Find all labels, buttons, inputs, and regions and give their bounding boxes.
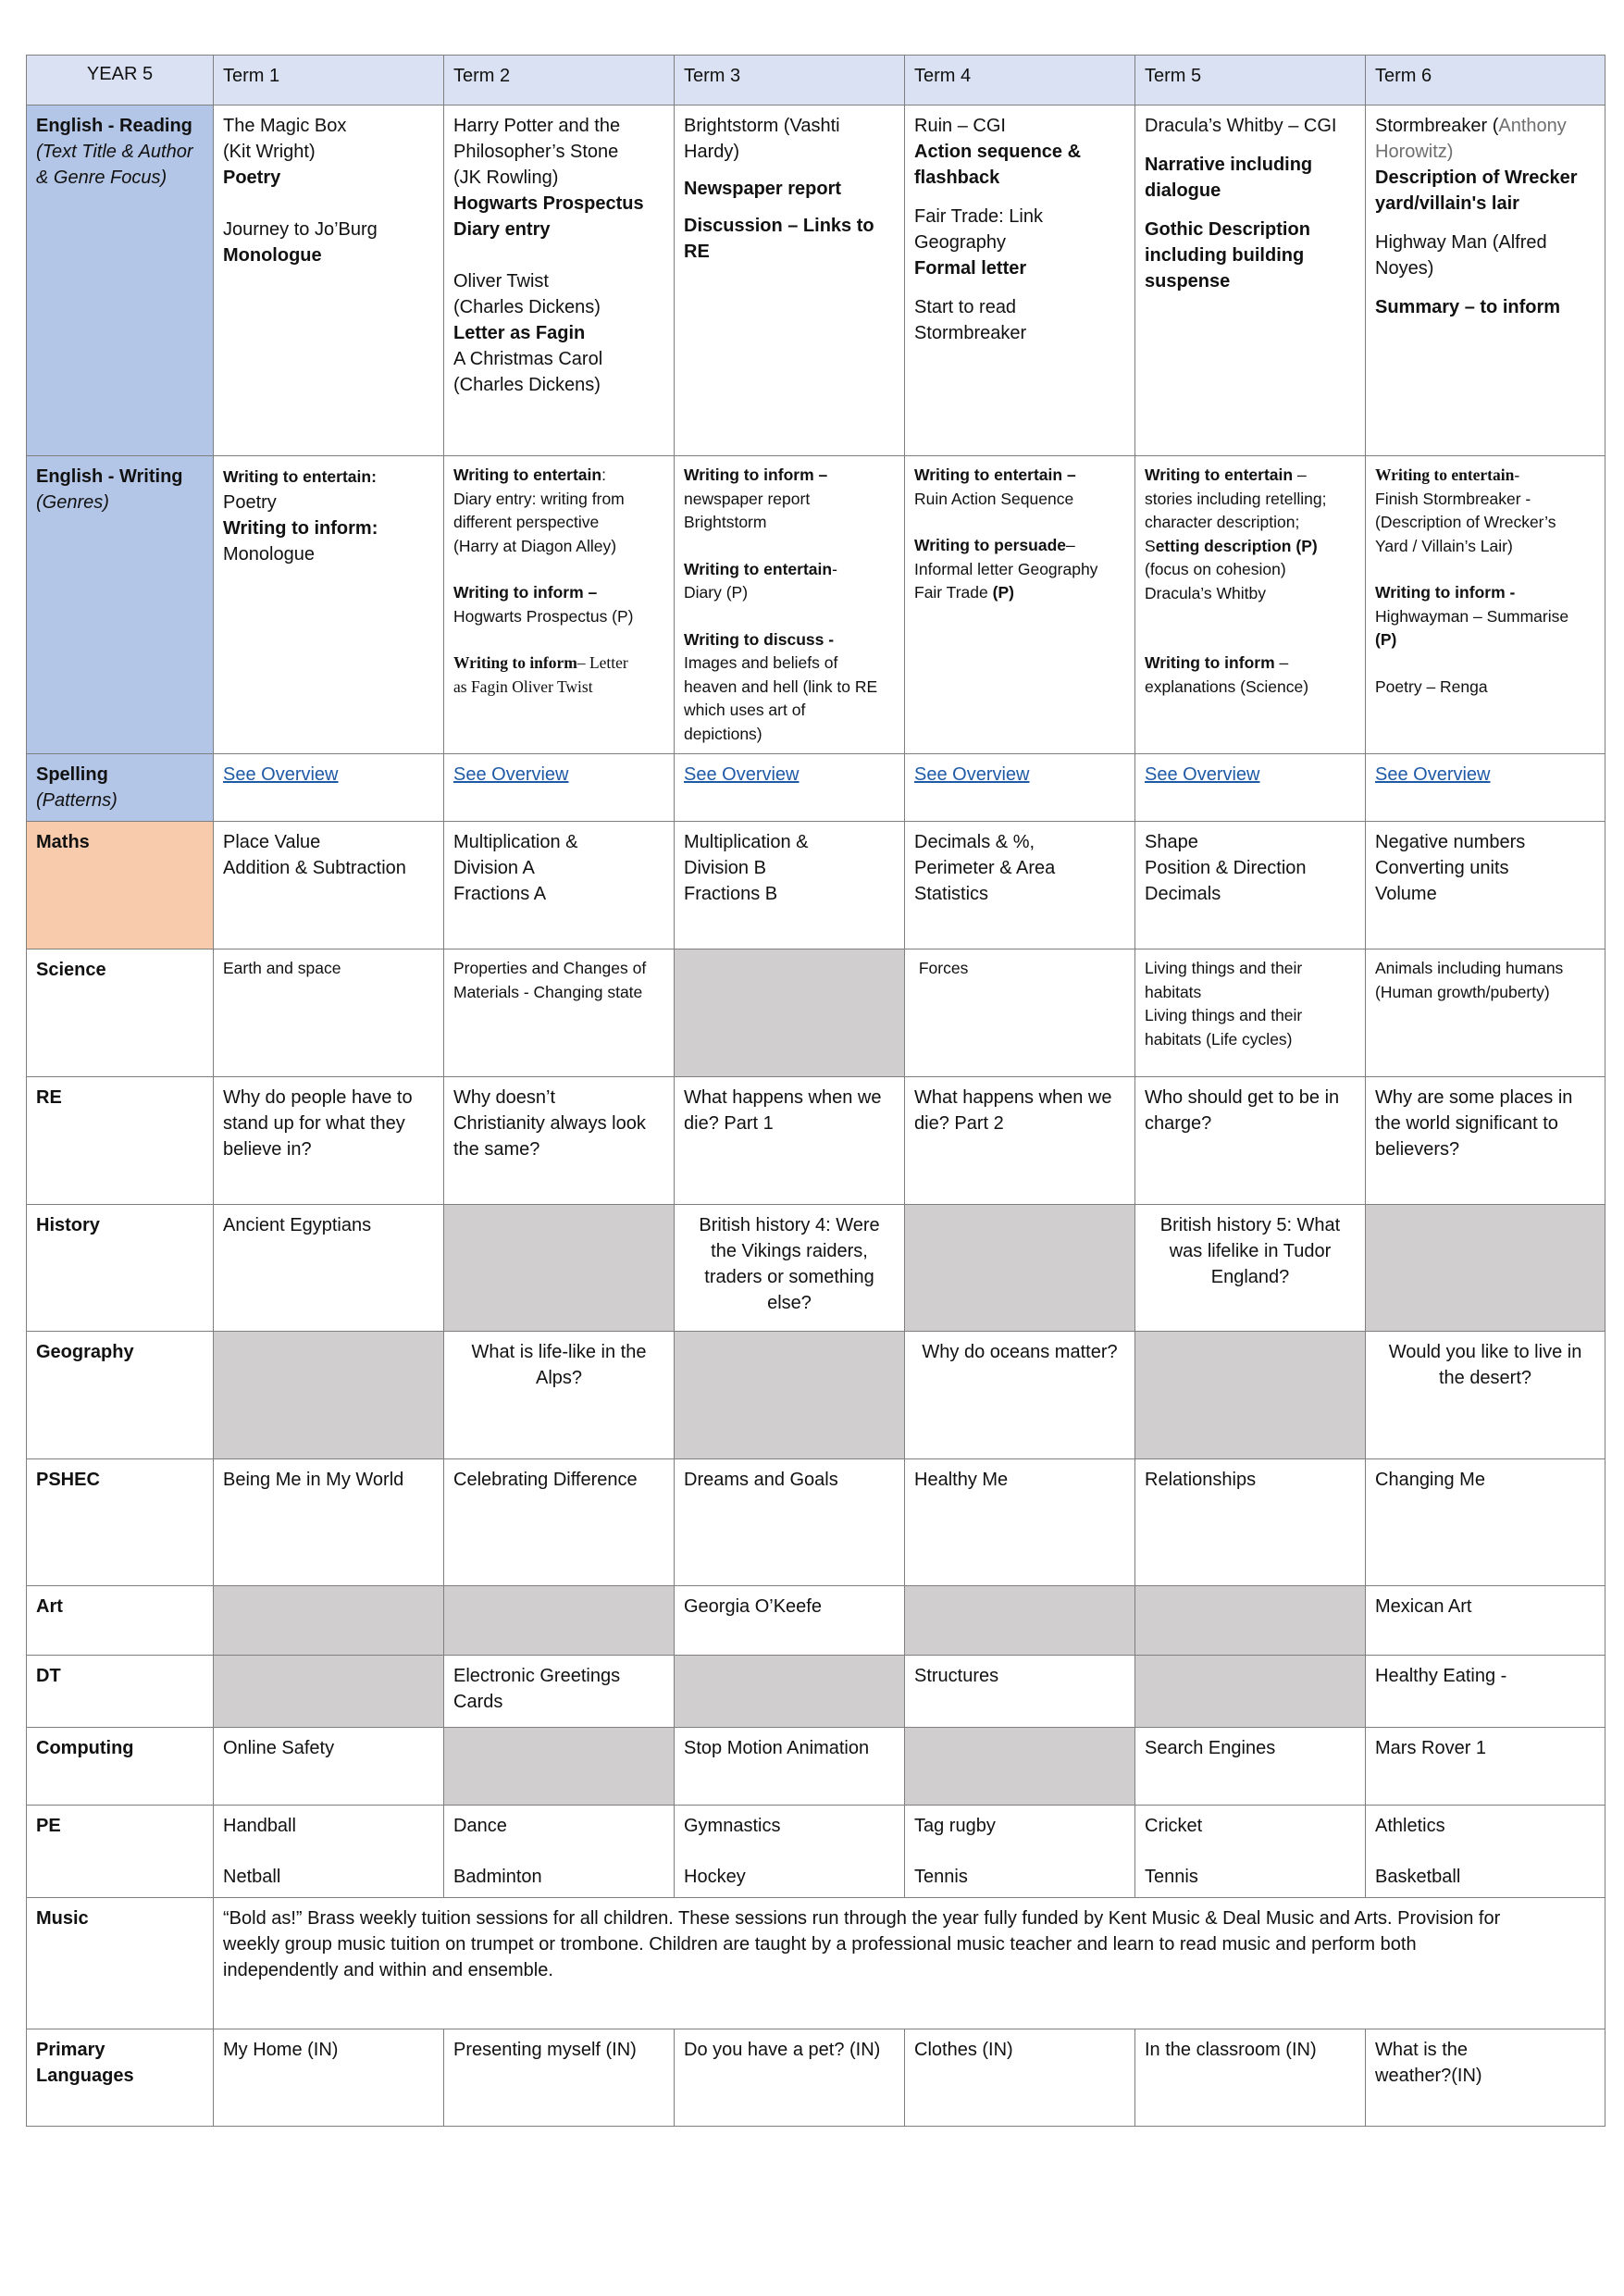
music-description: “Bold as!” Brass weekly tuition sessions for all children. These sessions run through the year fully funded by Kent Music & Deal Music and Arts. Provision for weekly group music tuition on trumpet or trombone. Children are taught by a professional music teacher and learn to read music and perform both independently and within and ensemble. [214, 1898, 1605, 2029]
computing-term-6: Mars Rover 1 [1366, 1728, 1605, 1806]
pshec-term-5: Relationships [1135, 1459, 1366, 1586]
english-reading-label: English - Reading (Text Title & Author & Genre Focus) [27, 105, 214, 456]
dt-term-5-empty [1135, 1656, 1366, 1728]
geography-term-2: What is life-like in the Alps? [444, 1332, 675, 1459]
science-term-2: Properties and Changes of Materials - Changing state [444, 949, 675, 1077]
languages-term-2: Presenting myself (IN) [444, 2029, 675, 2127]
pe-term-1: Handball Netball [214, 1806, 444, 1898]
maths-term-2: Multiplication & Division A Fractions A [444, 822, 675, 949]
writing-term-5: Writing to entertain – stories including retelling; character description; Setting description (P) (focus on cohesion) Dracula’s Whitby Writing to inform – explanations (Science) [1135, 456, 1366, 754]
maths-term-5: Shape Position & Direction Decimals [1135, 822, 1366, 949]
primary-languages-label: Primary Languages [27, 2029, 214, 2127]
writing-term-2: Writing to entertain: Diary entry: writing from different perspective (Harry at Diagon Alley) Writing to inform – Hogwarts Prospectus (P) Writing to inform– Letter as Fagin Oliver Twist [444, 456, 675, 754]
term-2-header: Term 2 [444, 56, 675, 105]
pshec-term-2: Celebrating Difference [444, 1459, 675, 1586]
computing-term-4-empty [905, 1728, 1135, 1806]
re-term-6: Why are some places in the world significant to believers? [1366, 1077, 1605, 1205]
music-label: Music [27, 1898, 214, 2029]
computing-row [27, 1728, 1605, 1806]
spelling-row [27, 754, 1605, 822]
re-term-4: What happens when we die? Part 2 [905, 1077, 1135, 1205]
languages-term-1: My Home (IN) [214, 2029, 444, 2127]
languages-term-6: What is the weather?(IN) [1366, 2029, 1605, 2127]
science-term-4: Forces [905, 949, 1135, 1077]
spelling-term-3 [675, 754, 905, 822]
pshec-term-1: Being Me in My World [214, 1459, 444, 1586]
science-term-1: Earth and space [214, 949, 444, 1077]
history-term-5: British history 5: What was lifelike in Tudor England? [1135, 1205, 1366, 1332]
spelling-term-4 [905, 754, 1135, 822]
history-term-1: Ancient Egyptians [214, 1205, 444, 1332]
art-row [27, 1586, 1605, 1656]
computing-term-1: Online Safety [214, 1728, 444, 1806]
see-overview-link[interactable]: See Overview [1375, 764, 1491, 785]
reading-term-3: Brightstorm (Vashti Hardy) Newspaper report Discussion – Links to RE [675, 105, 905, 456]
science-term-3-empty [675, 949, 905, 1077]
dt-term-3-empty [675, 1656, 905, 1728]
geography-row [27, 1332, 1605, 1459]
art-term-6: Mexican Art [1366, 1586, 1605, 1656]
spelling-term-5 [1135, 754, 1366, 822]
history-term-3: British history 4: Were the Vikings raiders, traders or something else? [675, 1205, 905, 1332]
writing-term-1: Writing to entertain: Poetry Writing to inform: Monologue [214, 456, 444, 754]
languages-term-5: In the classroom (IN) [1135, 2029, 1366, 2127]
pe-term-6: Athletics Basketball [1366, 1806, 1605, 1898]
spelling-term-2 [444, 754, 675, 822]
dt-term-1-empty [214, 1656, 444, 1728]
pe-term-3: Gymnastics Hockey [675, 1806, 905, 1898]
history-row [27, 1205, 1605, 1332]
re-term-2: Why doesn’t Christianity always look the same? [444, 1077, 675, 1205]
pshec-term-3: Dreams and Goals [675, 1459, 905, 1586]
history-term-4-empty [905, 1205, 1135, 1332]
languages-term-4: Clothes (IN) [905, 2029, 1135, 2127]
reading-term-5: Dracula’s Whitby – CGI Narrative including dialogue Gothic Description including building suspense [1135, 105, 1366, 456]
reading-term-2: Harry Potter and the Philosopher’s Stone (JK Rowling) Hogwarts Prospectus Diary entry Oliver Twist (Charles Dickens) Letter as Fagin A Christmas Carol (Charles Dickens) [444, 105, 675, 456]
see-overview-link[interactable]: See Overview [223, 764, 339, 785]
pshec-term-6: Changing Me [1366, 1459, 1605, 1586]
geography-term-3-empty [675, 1332, 905, 1459]
computing-term-2-empty [444, 1728, 675, 1806]
art-term-2-empty [444, 1586, 675, 1656]
art-term-5-empty [1135, 1586, 1366, 1656]
maths-row [27, 822, 1605, 949]
re-label: RE [27, 1077, 214, 1205]
pe-term-4: Tag rugby Tennis [905, 1806, 1135, 1898]
see-overview-link[interactable]: See Overview [453, 764, 569, 785]
re-term-3: What happens when we die? Part 1 [675, 1077, 905, 1205]
english-writing-label: English - Writing (Genres) [27, 456, 214, 754]
dt-label: DT [27, 1656, 214, 1728]
geography-term-1-empty [214, 1332, 444, 1459]
maths-term-4: Decimals & %, Perimeter & Area Statistics [905, 822, 1135, 949]
maths-label: Maths [27, 822, 214, 949]
term-4-header: Term 4 [905, 56, 1135, 105]
spelling-term-6 [1366, 754, 1605, 822]
re-row [27, 1077, 1605, 1205]
pshec-row [27, 1459, 1605, 1586]
art-label: Art [27, 1586, 214, 1656]
art-term-3: Georgia O’Keefe [675, 1586, 905, 1656]
dt-row [27, 1656, 1605, 1728]
science-label: Science [27, 949, 214, 1077]
geography-term-4: Why do oceans matter? [905, 1332, 1135, 1459]
history-term-2-empty [444, 1205, 675, 1332]
dt-term-4: Structures [905, 1656, 1135, 1728]
year5-curriculum-table [26, 55, 1605, 2127]
computing-term-3: Stop Motion Animation [675, 1728, 905, 1806]
see-overview-link[interactable]: See Overview [914, 764, 1030, 785]
art-term-4-empty [905, 1586, 1135, 1656]
science-row [27, 949, 1605, 1077]
science-term-5: Living things and their habitats Living things and their habitats (Life cycles) [1135, 949, 1366, 1077]
pshec-term-4: Healthy Me [905, 1459, 1135, 1586]
pe-term-5: Cricket Tennis [1135, 1806, 1366, 1898]
term-5-header: Term 5 [1135, 56, 1366, 105]
maths-term-1: Place Value Addition & Subtraction [214, 822, 444, 949]
english-writing-row [27, 456, 1605, 754]
term-1-header: Term 1 [214, 56, 444, 105]
term-6-header: Term 6 [1366, 56, 1605, 105]
pshec-label: PSHEC [27, 1459, 214, 1586]
primary-languages-row [27, 2029, 1605, 2127]
computing-label: Computing [27, 1728, 214, 1806]
see-overview-link[interactable]: See Overview [684, 764, 800, 785]
reading-term-1: The Magic Box (Kit Wright) Poetry Journey to Jo’Burg Monologue [214, 105, 444, 456]
writing-term-4: Writing to entertain – Ruin Action Sequence Writing to persuade– Informal letter Geography Fair Trade (P) [905, 456, 1135, 754]
header-row [27, 56, 1605, 105]
year-title: YEAR 5 [27, 56, 214, 105]
writing-term-6: Writing to entertain- Finish Stormbreaker - (Description of Wrecker’s Yard / Villain’s Lair) Writing to inform - Highwayman – Summarise (P) Poetry – Renga [1366, 456, 1605, 754]
pe-label: PE [27, 1806, 214, 1898]
term-3-header: Term 3 [675, 56, 905, 105]
maths-term-3: Multiplication & Division B Fractions B [675, 822, 905, 949]
history-label: History [27, 1205, 214, 1332]
geography-term-6: Would you like to live in the desert? [1366, 1332, 1605, 1459]
reading-term-6: Stormbreaker (Anthony Horowitz) Description of Wrecker yard/villain's lair Highway Man (Alfred Noyes) Summary – to inform [1366, 105, 1605, 456]
see-overview-link[interactable]: See Overview [1145, 764, 1260, 785]
languages-term-3: Do you have a pet? (IN) [675, 2029, 905, 2127]
dt-term-2: Electronic Greetings Cards [444, 1656, 675, 1728]
history-term-6-empty [1366, 1205, 1605, 1332]
maths-term-6: Negative numbers Converting units Volume [1366, 822, 1605, 949]
pe-row [27, 1806, 1605, 1898]
english-reading-row [27, 105, 1605, 456]
science-term-6: Animals including humans (Human growth/puberty) [1366, 949, 1605, 1077]
re-term-1: Why do people have to stand up for what they believe in? [214, 1077, 444, 1205]
pe-term-2: Dance Badminton [444, 1806, 675, 1898]
re-term-5: Who should get to be in charge? [1135, 1077, 1366, 1205]
music-row [27, 1898, 1605, 2029]
geography-label: Geography [27, 1332, 214, 1459]
spelling-label: Spelling (Patterns) [27, 754, 214, 822]
geography-term-5-empty [1135, 1332, 1366, 1459]
writing-term-3: Writing to inform – newspaper report Brightstorm Writing to entertain- Diary (P) Writing to discuss - Images and beliefs of heaven and hell (link to RE which uses art of depictions) [675, 456, 905, 754]
dt-term-6: Healthy Eating - [1366, 1656, 1605, 1728]
art-term-1-empty [214, 1586, 444, 1656]
computing-term-5: Search Engines [1135, 1728, 1366, 1806]
reading-term-4: Ruin – CGI Action sequence & flashback Fair Trade: Link Geography Formal letter Start to read Stormbreaker [905, 105, 1135, 456]
spelling-term-1 [214, 754, 444, 822]
